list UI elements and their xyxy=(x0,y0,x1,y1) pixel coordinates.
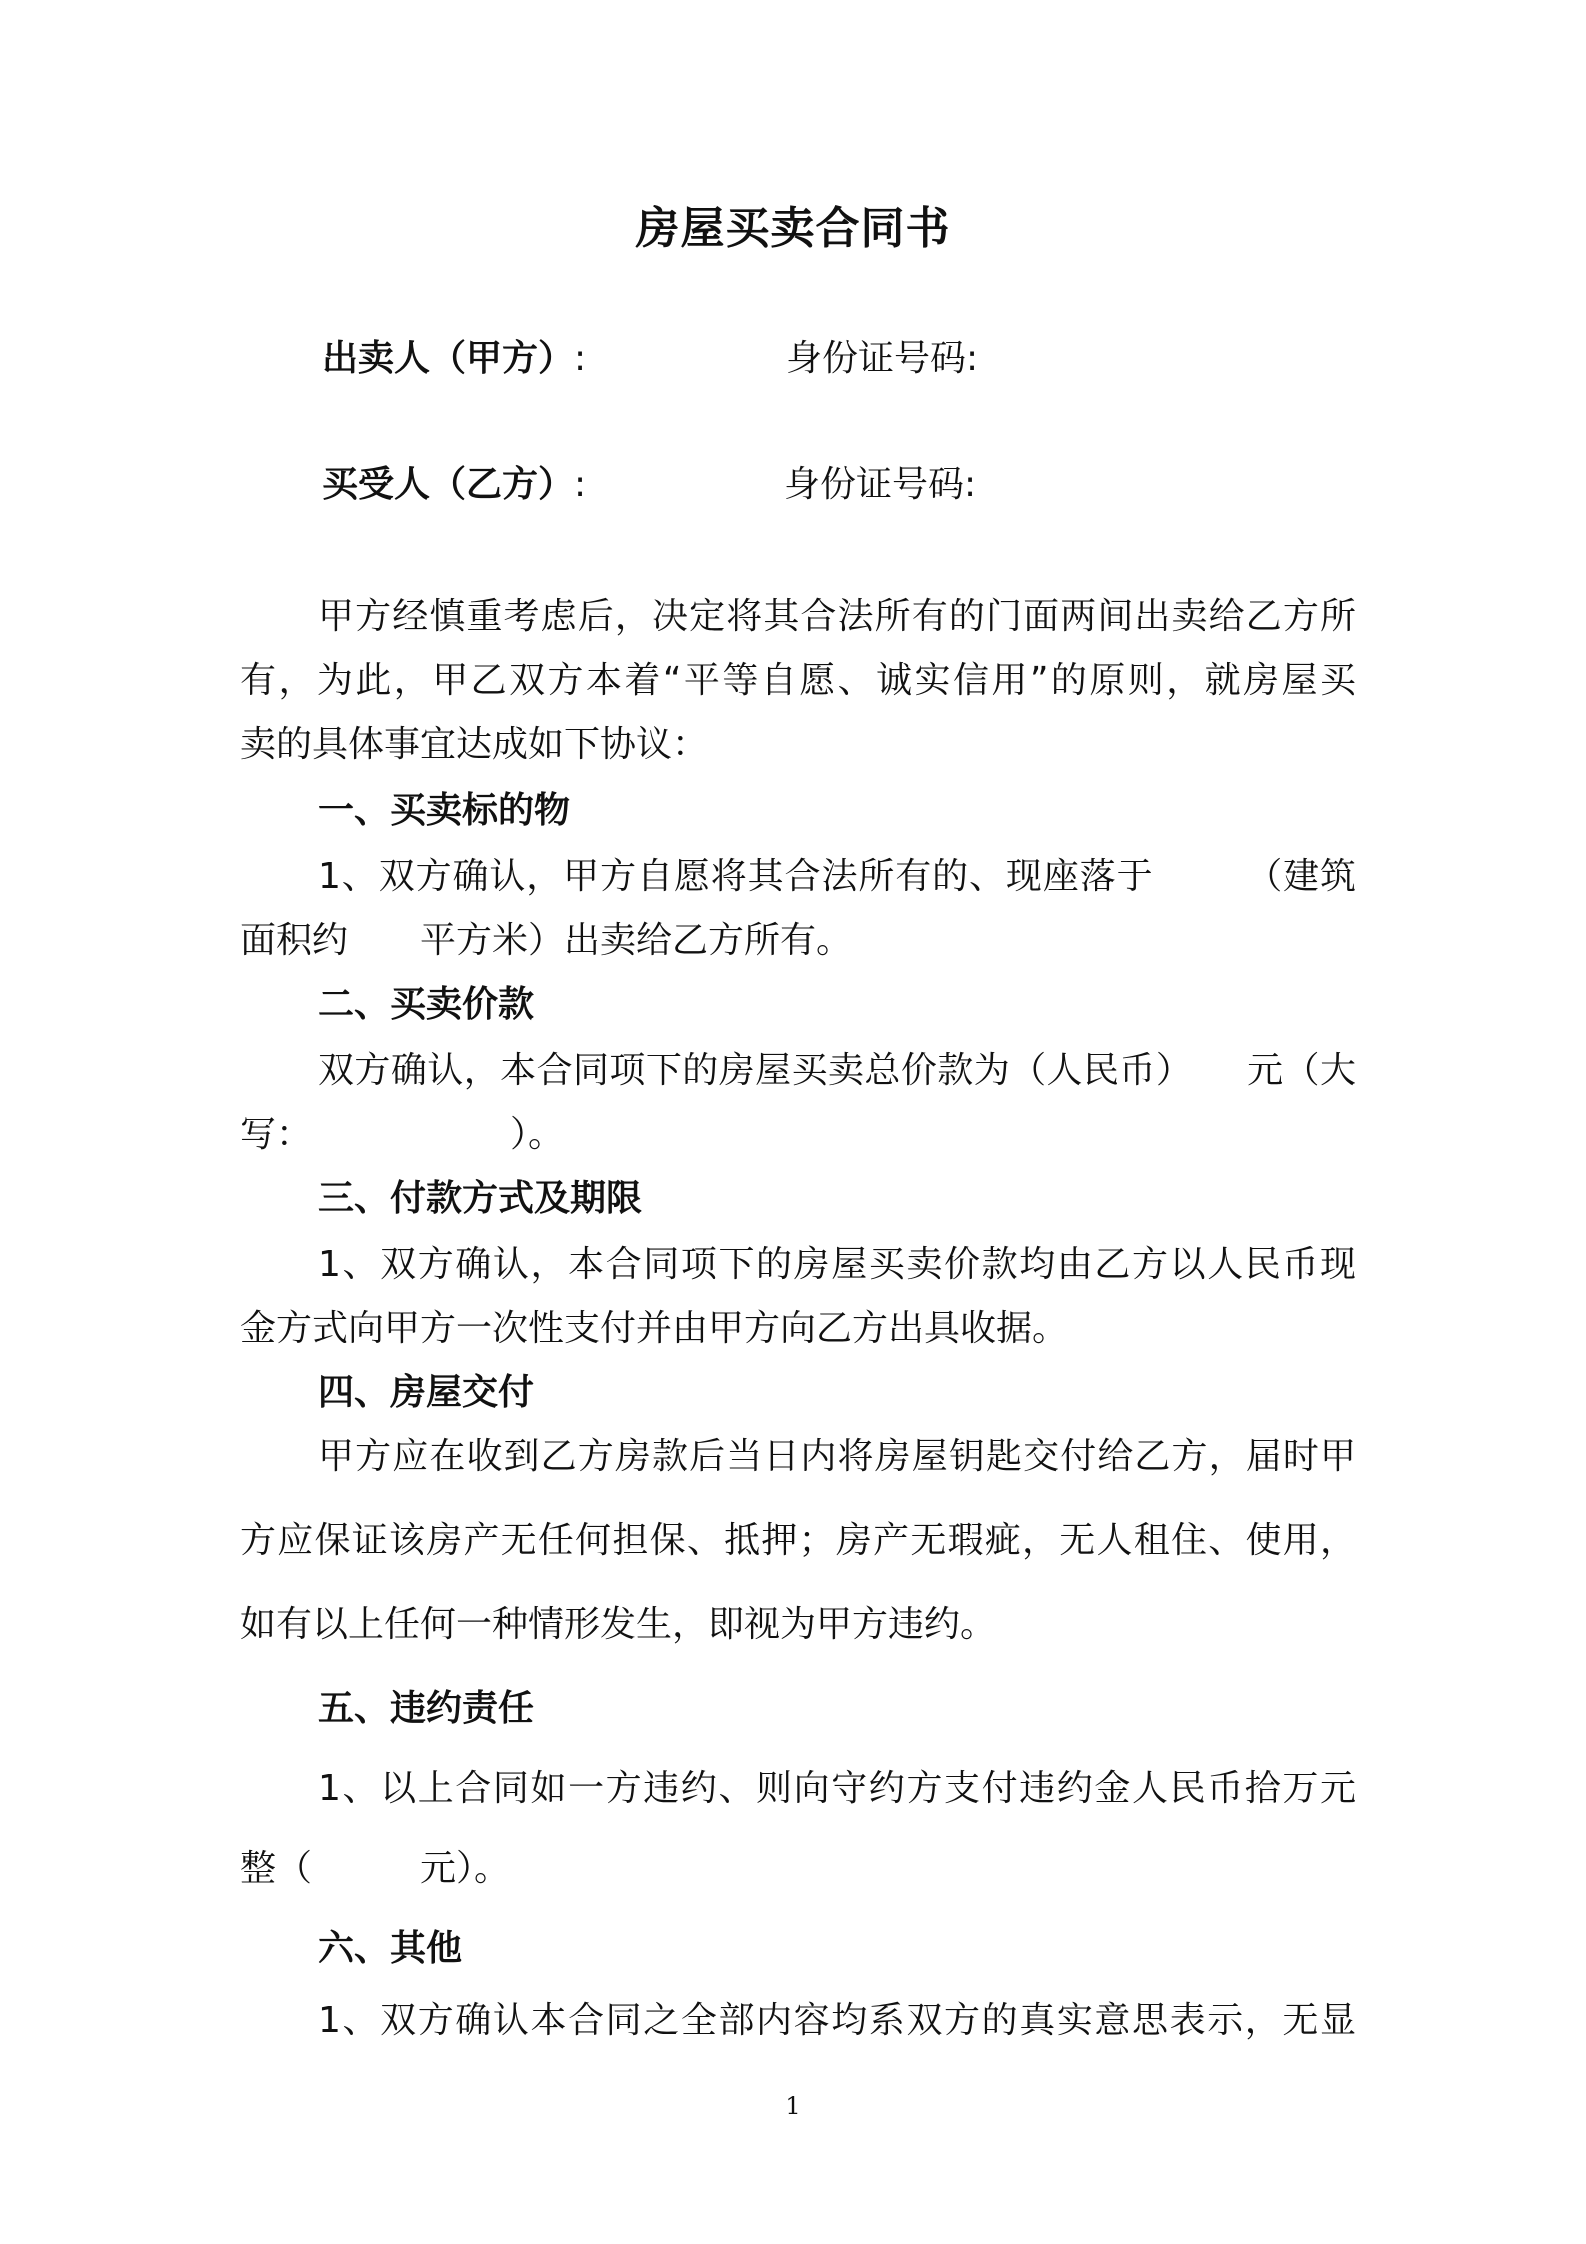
section-line: 双方确认，本合同项下的房屋买卖总价款为（人民币） 元（大 xyxy=(318,1050,1356,1091)
seller-id-label: 身份证号码: xyxy=(786,338,979,379)
intro-line: 有，为此，甲乙双方本着“平等自愿、诚实信用”的原则，就房屋买 xyxy=(240,660,1356,701)
section-line: 如有以上任何一种情形发生，即视为甲方违约。 xyxy=(240,1604,997,1645)
section-line: 1、双方确认，甲方自愿将其合法所有的、现座落于 （建筑 xyxy=(318,856,1356,897)
section-line: 1、双方确认本合同之全部内容均系双方的真实意思表示，无显 xyxy=(318,2000,1356,2041)
section-line: 甲方应在收到乙方房款后当日内将房屋钥匙交付给乙方，届时甲 xyxy=(318,1436,1356,1477)
section-heading: 一、买卖标的物 xyxy=(318,790,571,831)
seller-label: 出卖人（甲方）: xyxy=(322,338,587,379)
intro-line: 卖的具体事宜达成如下协议： xyxy=(240,724,709,765)
buyer-id-label: 身份证号码: xyxy=(784,464,977,505)
intro-line: 甲方经慎重考虑后，决定将其合法所有的门面两间出卖给乙方所 xyxy=(318,596,1356,637)
section-line: 写： ）。 xyxy=(240,1114,565,1155)
section-line: 面积约 平方米）出卖给乙方所有。 xyxy=(240,920,853,961)
section-heading: 五、违约责任 xyxy=(318,1688,535,1729)
buyer-label: 买受人（乙方）: xyxy=(322,464,587,505)
section-heading: 六、其他 xyxy=(318,1928,463,1969)
section-line: 金方式向甲方一次性支付并由甲方向乙方出具收据。 xyxy=(240,1308,1069,1349)
document-title: 房屋买卖合同书 xyxy=(635,203,951,254)
section-line: 1、双方确认，本合同项下的房屋买卖价款均由乙方以人民币现 xyxy=(318,1244,1356,1285)
section-heading: 四、房屋交付 xyxy=(318,1372,535,1413)
page-number: 1 xyxy=(785,2092,801,2120)
section-line: 1、以上合同如一方违约、则向守约方支付违约金人民币拾万元 xyxy=(318,1768,1356,1809)
section-line: 方应保证该房产无任何担保、抵押；房产无瑕疵，无人租住、使用， xyxy=(240,1520,1356,1561)
section-line: 整（ 元）。 xyxy=(240,1848,511,1889)
section-heading: 三、付款方式及期限 xyxy=(318,1178,643,1219)
section-heading: 二、买卖价款 xyxy=(318,984,535,1025)
